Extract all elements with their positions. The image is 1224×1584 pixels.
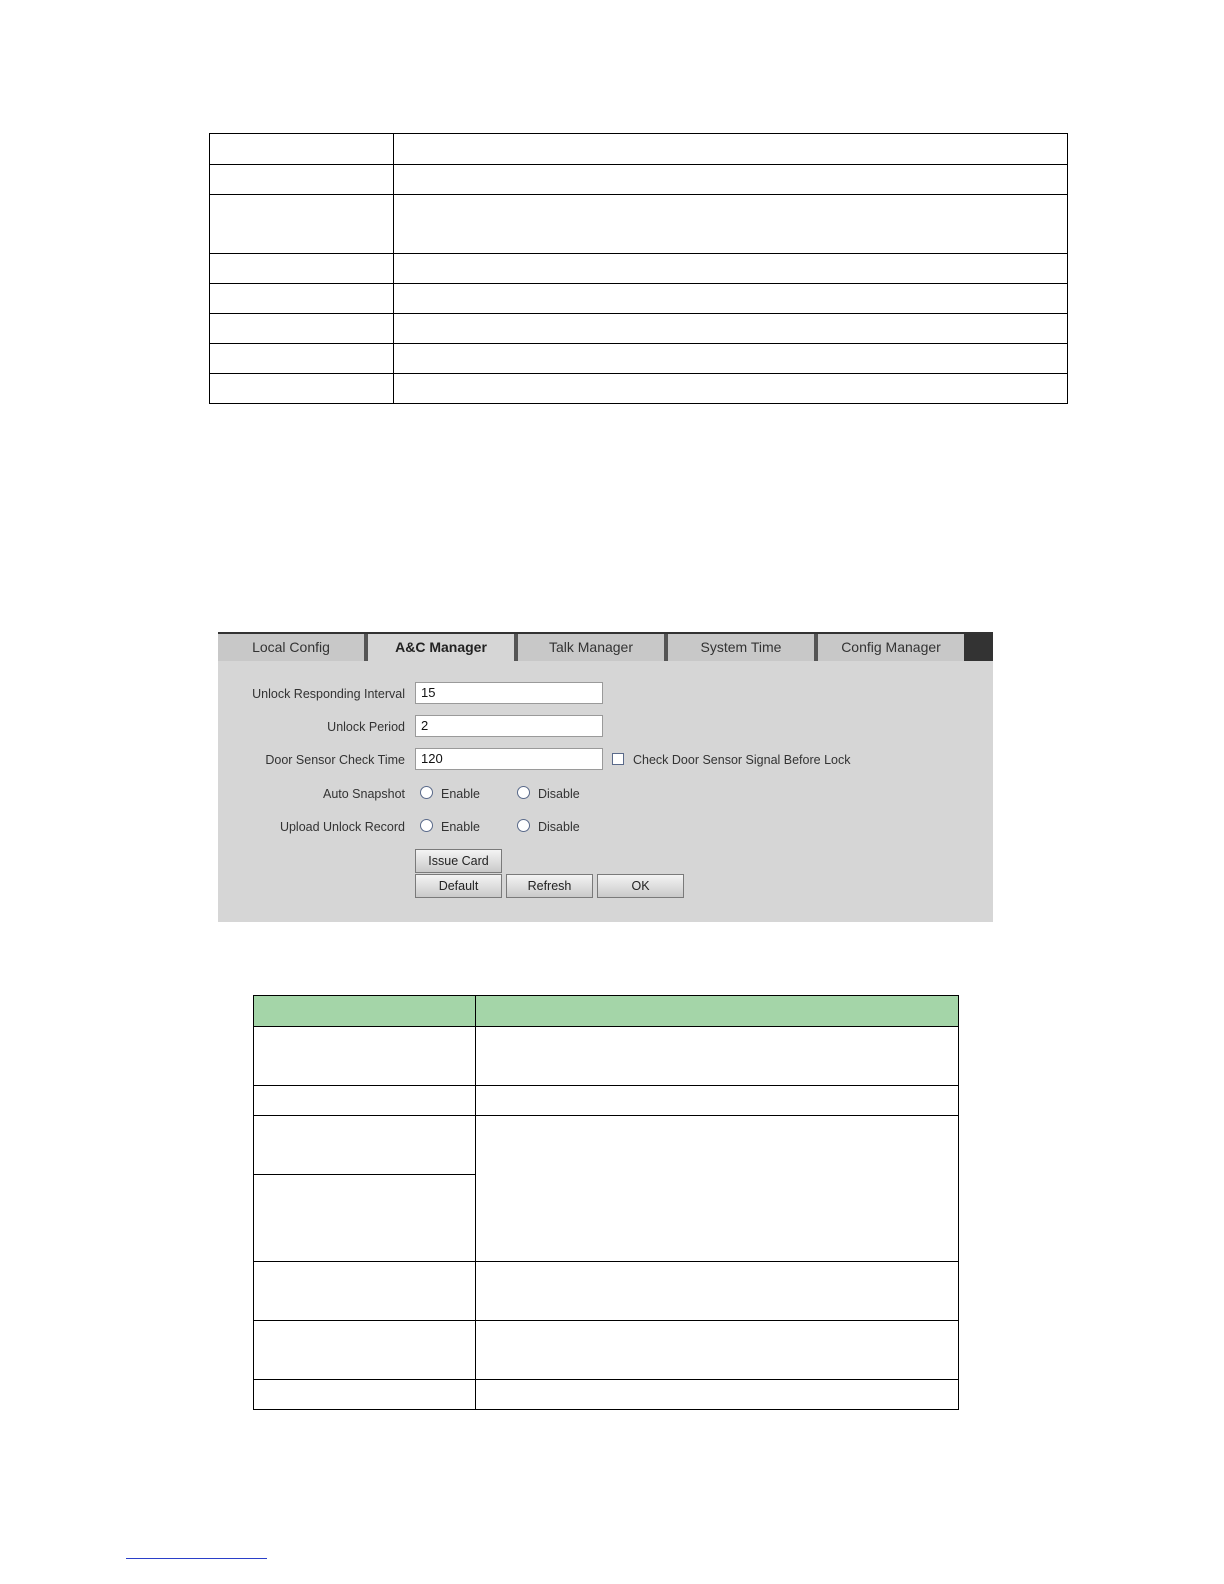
table-cell [394, 165, 1067, 195]
auto-snapshot-disable-label: Disable [538, 787, 580, 801]
table-cell [254, 1175, 476, 1262]
tab-talk-manager[interactable]: Talk Manager [514, 634, 664, 661]
top-table [209, 133, 1068, 404]
ac-manager-panel [218, 632, 993, 922]
tab-system-time[interactable]: System Time [664, 634, 814, 661]
bottom-table [253, 995, 959, 1410]
table-cell [210, 254, 394, 284]
table-cell [210, 195, 394, 254]
table-cell [254, 1321, 476, 1380]
table-cell [394, 195, 1067, 254]
table-cell [210, 134, 394, 165]
upload-unlock-label: Upload Unlock Record [279, 820, 405, 834]
table-cell [476, 1027, 958, 1086]
door-sensor-label: Door Sensor Check Time [265, 753, 405, 767]
table-cell [254, 1116, 476, 1175]
auto-snapshot-enable-radio[interactable] [420, 786, 433, 799]
table-cell [476, 1262, 958, 1321]
table-cell [394, 314, 1067, 344]
tab-config-manager[interactable]: Config Manager [814, 634, 964, 661]
upload-unlock-enable-radio[interactable] [420, 819, 433, 832]
table-cell [210, 374, 394, 403]
table-cell [394, 134, 1067, 165]
default-button[interactable]: Default [415, 874, 502, 898]
table-cell [476, 1321, 958, 1380]
unlock-interval-label: Unlock Responding Interval [252, 687, 405, 701]
door-sensor-input[interactable]: 120 [415, 748, 603, 770]
table-cell [394, 344, 1067, 374]
auto-snapshot-label: Auto Snapshot [322, 787, 405, 801]
table-cell [210, 344, 394, 374]
table-cell [254, 1027, 476, 1086]
table-cell [210, 284, 394, 314]
tab-local-config[interactable]: Local Config [218, 634, 364, 661]
tab-ac-manager[interactable]: A&C Manager [364, 634, 514, 661]
table-cell [476, 1086, 958, 1116]
table-cell [394, 254, 1067, 284]
ok-button[interactable]: OK [597, 874, 684, 898]
unlock-interval-input[interactable]: 15 [415, 682, 603, 704]
table-cell [476, 1380, 958, 1409]
table-cell [394, 374, 1067, 403]
unlock-period-label: Unlock Period [327, 720, 405, 734]
upload-unlock-disable-radio[interactable] [517, 819, 530, 832]
unlock-period-input[interactable]: 2 [415, 715, 603, 737]
auto-snapshot-enable-label: Enable [441, 787, 480, 801]
table-cell [210, 314, 394, 344]
upload-unlock-enable-label: Enable [441, 820, 480, 834]
table-cell-merged [476, 1116, 958, 1262]
table-header-cell [476, 996, 958, 1027]
tab-bar [218, 632, 993, 661]
issue-card-button[interactable]: Issue Card [415, 849, 502, 873]
auto-snapshot-disable-radio[interactable] [517, 786, 530, 799]
table-cell [394, 284, 1067, 314]
table-header-cell [254, 996, 476, 1027]
check-door-sensor-checkbox[interactable] [612, 753, 624, 765]
refresh-button[interactable]: Refresh [506, 874, 593, 898]
table-cell [254, 1380, 476, 1409]
upload-unlock-disable-label: Disable [538, 820, 580, 834]
table-cell [254, 1086, 476, 1116]
footer-link[interactable] [126, 1558, 267, 1559]
table-cell [254, 1262, 476, 1321]
table-cell [210, 165, 394, 195]
check-door-sensor-label: Check Door Sensor Signal Before Lock [633, 753, 851, 767]
